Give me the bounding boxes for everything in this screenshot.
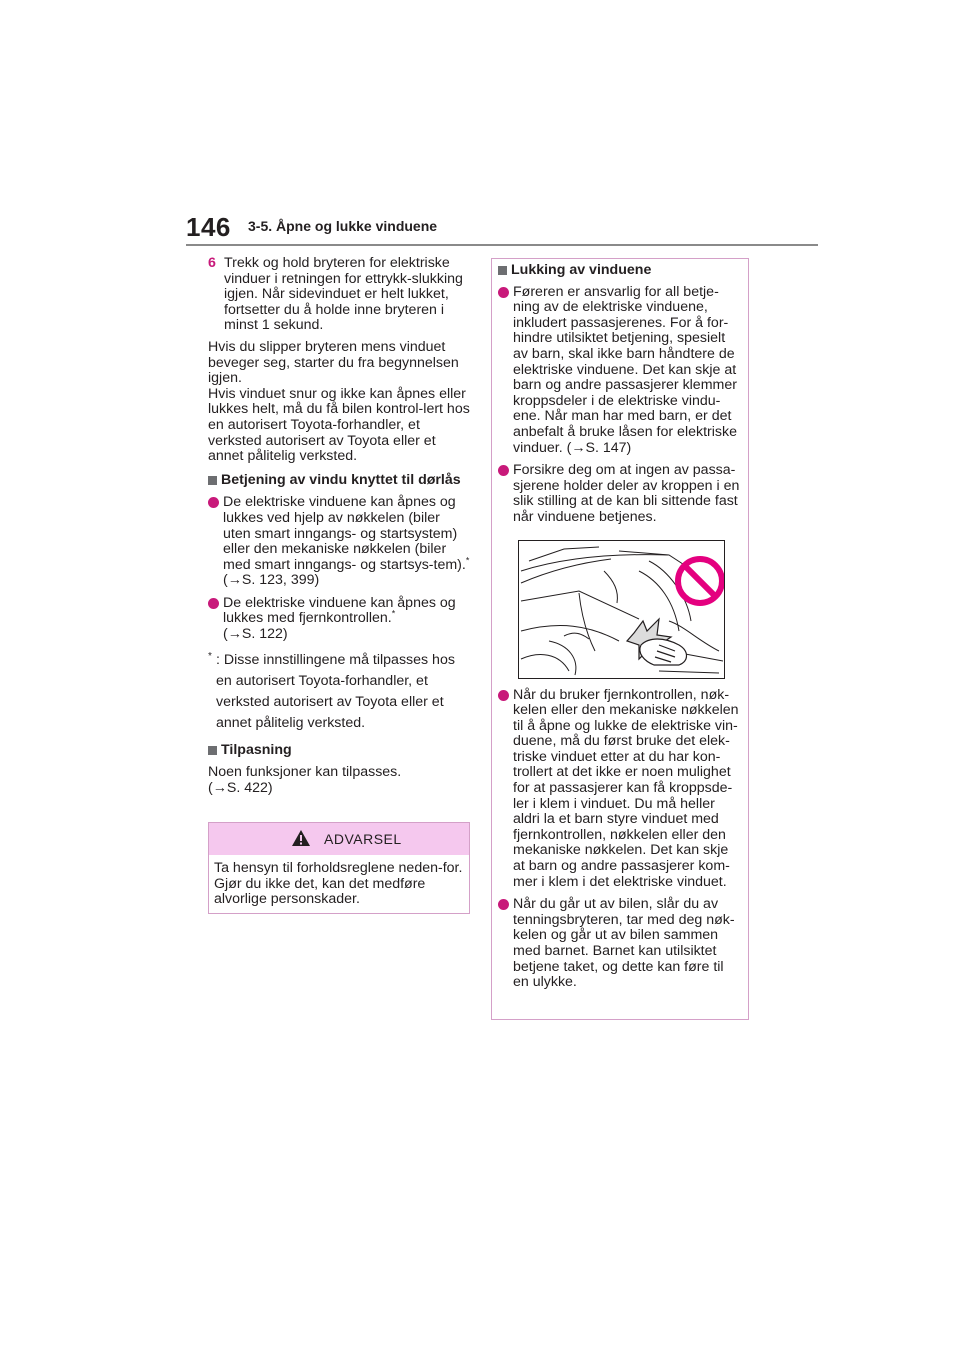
right-column-box (491, 258, 749, 1020)
page-reference: (→S. 122) (223, 626, 288, 643)
bullet-text: Når du bruker fjernkontrollen, nøk-kelen eller den mekaniske nøkkelen til å åpne og lukke de elektriske vin-duene, må du først bruke det elek-triske vinduet etter at du har kon-trollert at det ikke er noen mulighet for at passasjerer kan få kroppsde-ler i klem i vinduet. Du må heller aldri la et barn styre vinduet med fjernkontrollen, nøkkelen eller den mekaniske nøkkelen. Det kan skje at barn og andre passasjerer kom-mer i klem i det elektriske vinduet. (513, 686, 739, 890)
paragraph-release: Hvis du slipper bryteren mens vinduet beveger seg, starter du fra begynnelsen igjen. (208, 338, 459, 387)
bullet-driver-responsible (498, 285, 741, 457)
bullet-leaving-vehicle (498, 897, 741, 991)
bullet-key-operation (208, 495, 470, 589)
footnote (208, 650, 470, 734)
footnote-marker: * (465, 554, 470, 565)
paragraph-reverse: Hvis vinduet snur og ikke kan åpnes eller lukkes helt, må du få bilen kontrol-lert hos en autorisert Toyota-forhandler, et verksted autorisert av Toyota eller et annet pålitelig verksted. (208, 385, 470, 465)
page-number: 146 (186, 212, 231, 242)
car-interior-drawing (519, 541, 724, 678)
circle-bullet-icon (208, 598, 219, 609)
heading-text: Lukking av vinduene (511, 262, 652, 278)
heading-text: Tilpasning (221, 741, 292, 758)
paragraph-customize: Noen funksjoner kan tilpasses. (208, 764, 402, 781)
circle-bullet-icon (498, 465, 509, 476)
square-bullet-icon (208, 476, 217, 485)
footnote-marker: * (391, 608, 396, 619)
heading-text: Betjening av vindu knyttet til dørlås (221, 471, 461, 488)
bullet-text: Når du går ut av bilen, slår du av tenningsbryteren, tar med deg nøk-kelen og går ut av bilen sammen med barnet. Barnet kan utilsiktet betjene taket, og dette kan føre til en ulykke. (513, 896, 735, 991)
left-column (208, 256, 470, 803)
heading-customization (208, 743, 470, 759)
warning-box (208, 822, 470, 914)
window-pinch-illustration (518, 540, 725, 679)
bullet-text: Forsikre deg om at ingen av passa-sjerene holder deler av kroppen i en slik stilling at de kan bli sittende fast når vinduene betjenes. (513, 462, 740, 525)
circle-bullet-icon (498, 690, 509, 701)
bullet-remote-operation (208, 596, 470, 643)
step-number: 6 (208, 255, 216, 271)
square-bullet-icon (498, 266, 507, 275)
page-reference: (→S. 422) (208, 779, 273, 796)
circle-bullet-icon (498, 287, 509, 298)
square-bullet-icon (208, 746, 217, 755)
header-divider (186, 244, 818, 246)
prohibition-icon (678, 559, 722, 603)
section-title: 3-5. Åpne og lukke vinduene (248, 218, 438, 234)
page-reference: (→S. 123, 399) (223, 572, 320, 589)
heading-door-lock (208, 473, 470, 489)
circle-bullet-icon (208, 497, 219, 508)
warning-triangle-icon (291, 829, 311, 847)
bullet-ensure-passengers (498, 463, 741, 525)
bullet-remote-caution (498, 688, 741, 891)
circle-bullet-icon (498, 899, 509, 910)
warning-text: Ta hensyn til forholdsreglene neden-for. Gjør du ikke det, kan det medføre alvorlige personskader. (214, 860, 463, 908)
step-text: Trekk og hold bryteren for elektriske vinduer i retningen for ettrykk-slukking igjen. Når sidevinduet er helt lukket, fortsetter du å holde inne bryteren i minst 1 sekund. (224, 255, 463, 334)
footnote-star: * (208, 650, 212, 662)
bullet-text: De elektriske vinduene kan åpnes og lukkes med fjernkontrollen. (223, 594, 456, 627)
bullet-text: Føreren er ansvarlig for all betje-ning av de elektriske vinduene, inkludert passasjerenes. For å for-hindre utilsiktet betjening, spesielt av barn, skal ikke barn håndtere de elektriske vinduene. Det kan skje at barn og andre passasjerer klemmer kroppsdeler i de elektriske vindu-ene. Når man har med barn, er det anbefalt å bruke låsen for elektriske vinduer. (→S. 147) (513, 283, 737, 456)
footnote-text: : Disse innstillingene må tilpasses hos en autorisert Toyota-forhandler, et verksted autorisert av Toyota eller et annet pålitelig verksted. (216, 651, 455, 731)
step-6 (208, 256, 470, 334)
heading-closing-windows (498, 263, 741, 279)
warning-header (209, 823, 469, 855)
warning-title: ADVARSEL (324, 831, 402, 847)
bullet-text: De elektriske vinduene kan åpnes og lukkes ved hjelp av nøkkelen (biler uten smart inngangs- og startsystem) eller den mekaniske nøkkelen (biler med smart inngangs- og startsys-tem). (223, 494, 466, 573)
